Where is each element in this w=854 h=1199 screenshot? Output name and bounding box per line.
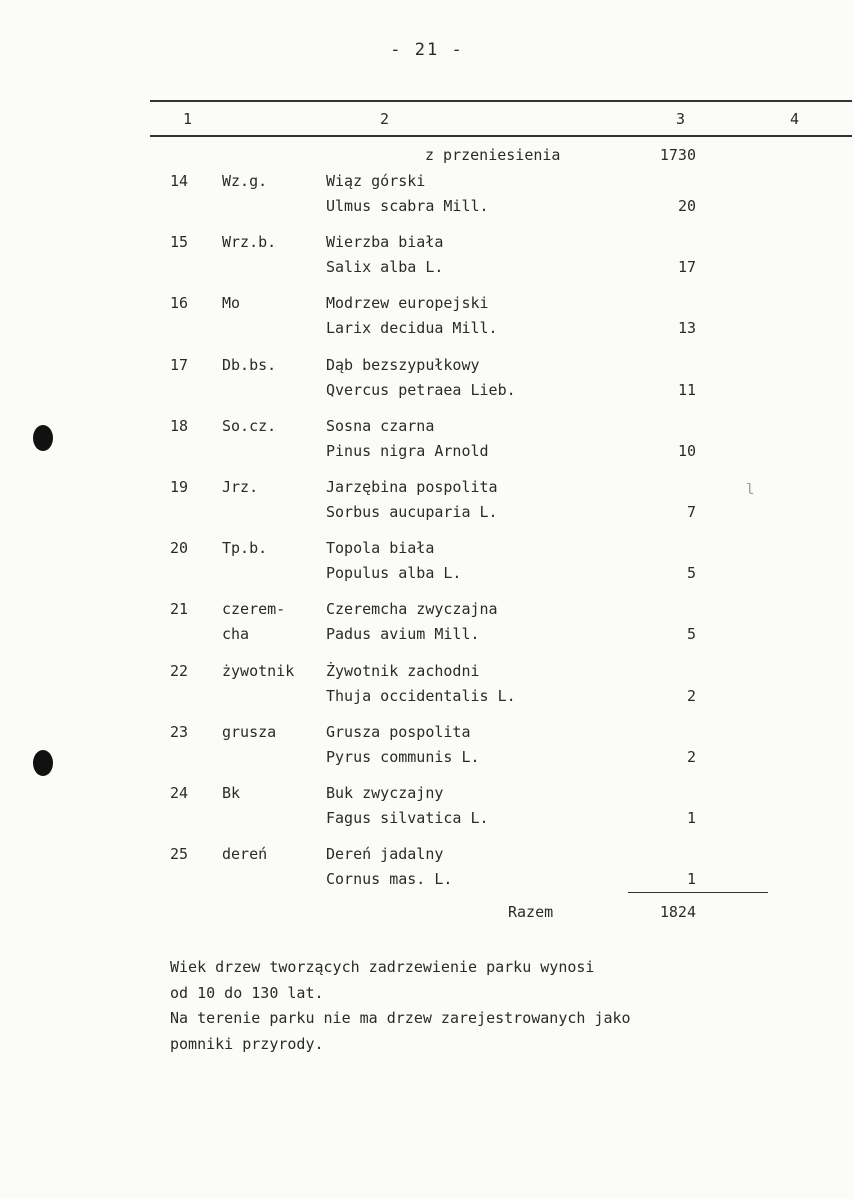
row-name-latin: Pinus nigra Arnold bbox=[326, 442, 489, 460]
row-number: 19 bbox=[170, 478, 189, 496]
total-value: 1824 bbox=[659, 903, 696, 921]
row-abbreviation: żywotnik bbox=[222, 662, 295, 680]
row-number: 25 bbox=[170, 845, 189, 863]
row-abbreviation: Wrz.b. bbox=[222, 233, 277, 251]
row-name-latin: Pyrus communis L. bbox=[326, 748, 480, 766]
column-header-1: 1 bbox=[183, 110, 193, 128]
row-count: 17 bbox=[677, 258, 696, 276]
row-number: 14 bbox=[170, 172, 189, 190]
row-name-polish: Wiąz górski bbox=[326, 172, 426, 190]
punch-hole bbox=[33, 750, 53, 776]
row-count: 10 bbox=[677, 442, 696, 460]
row-name-polish: Modrzew europejski bbox=[326, 294, 489, 312]
row-name-latin: Ulmus scabra Mill. bbox=[326, 197, 489, 215]
row-name-latin: Populus alba L. bbox=[326, 564, 462, 582]
row-name-polish: Buk zwyczajny bbox=[326, 784, 444, 802]
row-count: 5 bbox=[686, 564, 696, 582]
row-name-latin: Larix decidua Mill. bbox=[326, 319, 498, 337]
row-abbreviation-cont: cha bbox=[222, 625, 250, 643]
footer-line: od 10 do 130 lat. bbox=[170, 983, 324, 1002]
row-name-latin: Fagus silvatica L. bbox=[326, 809, 489, 827]
row-number: 15 bbox=[170, 233, 189, 251]
row-abbreviation: grusza bbox=[222, 723, 277, 741]
row-abbreviation: Bk bbox=[222, 784, 241, 802]
row-name-latin: Thuja occidentalis L. bbox=[326, 687, 516, 705]
row-count: 7 bbox=[686, 503, 696, 521]
row-name-polish: Topola biała bbox=[326, 539, 435, 557]
row-abbreviation: czerem- bbox=[222, 600, 286, 618]
column-header-4: 4 bbox=[790, 110, 800, 128]
table-top-rule bbox=[150, 100, 852, 102]
row-name-polish: Wierzba biała bbox=[326, 233, 444, 251]
row-number: 21 bbox=[170, 600, 189, 618]
row-name-polish: Żywotnik zachodni bbox=[326, 662, 480, 680]
footer-line: pomniki przyrody. bbox=[170, 1034, 324, 1053]
row-number: 22 bbox=[170, 662, 189, 680]
row-name-polish: Dąb bezszypułkowy bbox=[326, 356, 480, 374]
footer-line: Na terenie parku nie ma drzew zarejestrowanych jako bbox=[170, 1009, 631, 1027]
row-count: 5 bbox=[686, 625, 696, 643]
row-number: 24 bbox=[170, 784, 189, 802]
row-number: 18 bbox=[170, 417, 189, 435]
row-number: 23 bbox=[170, 723, 189, 741]
row-abbreviation: So.cz. bbox=[222, 417, 277, 435]
row-count: 1 bbox=[686, 809, 696, 827]
row-abbreviation: dereń bbox=[222, 845, 268, 863]
sum-rule bbox=[628, 892, 768, 893]
total-label: Razem bbox=[508, 903, 554, 921]
carry-over-value: 1730 bbox=[659, 146, 696, 164]
row-name-polish: Czeremcha zwyczajna bbox=[326, 600, 498, 618]
row-name-polish: Grusza pospolita bbox=[326, 723, 471, 741]
row-abbreviation: Mo bbox=[222, 294, 241, 312]
row-count: 20 bbox=[677, 197, 696, 215]
row-count: 11 bbox=[677, 381, 696, 399]
row-name-latin: Sorbus aucuparia L. bbox=[326, 503, 498, 521]
row-number: 20 bbox=[170, 539, 189, 557]
punch-hole bbox=[33, 425, 53, 451]
row-name-polish: Jarzębina pospolita bbox=[326, 478, 498, 496]
row-number: 17 bbox=[170, 356, 189, 374]
row-abbreviation: Wz.g. bbox=[222, 172, 268, 190]
row-count: 1 bbox=[686, 870, 696, 888]
row-name-latin: Padus avium Mill. bbox=[326, 625, 480, 643]
margin-pencil-mark: l bbox=[746, 482, 755, 498]
footer-line: Wiek drzew tworzących zadrzewienie parku wynosi bbox=[170, 958, 595, 976]
row-count: 2 bbox=[686, 687, 696, 705]
row-name-latin: Cornus mas. L. bbox=[326, 870, 453, 888]
row-name-latin: Qvercus petraea Lieb. bbox=[326, 381, 516, 399]
column-header-2: 2 bbox=[380, 110, 390, 128]
row-count: 2 bbox=[686, 748, 696, 766]
row-name-polish: Dereń jadalny bbox=[326, 845, 444, 863]
page-number: - 21 - bbox=[390, 40, 464, 60]
column-header-3: 3 bbox=[676, 110, 686, 128]
row-name-polish: Sosna czarna bbox=[326, 417, 435, 435]
row-count: 13 bbox=[677, 319, 696, 337]
footer-paragraph bbox=[170, 955, 631, 1057]
header-bottom-rule bbox=[150, 135, 852, 137]
carry-over-label: z przeniesienia bbox=[425, 146, 561, 164]
row-abbreviation: Db.bs. bbox=[222, 356, 277, 374]
row-abbreviation: Jrz. bbox=[222, 478, 259, 496]
row-abbreviation: Tp.b. bbox=[222, 539, 268, 557]
row-name-latin: Salix alba L. bbox=[326, 258, 444, 276]
row-number: 16 bbox=[170, 294, 189, 312]
